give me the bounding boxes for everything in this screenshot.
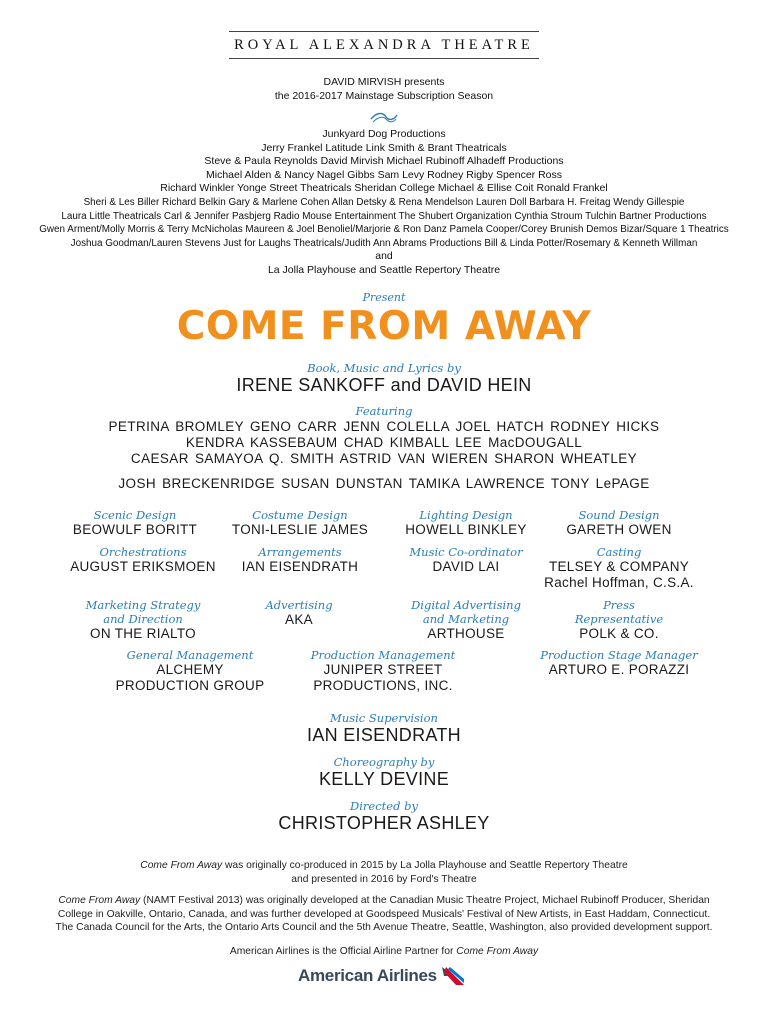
wave-ornament-icon [369,110,399,124]
producer-line: and [375,250,393,263]
credit-value: ON THE RIALTO [90,626,196,641]
credit-value-2: Rachel Hoffman, C.S.A. [544,575,694,590]
credit-label: Music Co-ordinator [409,545,523,559]
credit-value-2: PRODUCTION GROUP [115,678,265,693]
credit-value: ARTHOUSE [427,626,505,641]
music-supervision-value: IAN EISENDRATH [307,725,461,745]
credit-label: Lighting Design [419,508,513,522]
credit-sound [524,508,714,538]
presenter-line: DAVID MIRVISH presents [323,76,445,88]
coproduced-text: was originally co-produced in 2015 by La Jolla Playhouse and Seattle Repertory Theatre [222,860,628,871]
cast-row: CAESAR SAMAYOA Q. SMITH ASTRID VAN WIEREN SHARON WHEATLEY [130,451,638,466]
show-title-italic: Come From Away [58,895,141,906]
choreography-value: KELLY DEVINE [319,769,449,789]
credit-label-2: and Direction [103,612,183,626]
cast-row: JOSH BRECKENRIDGE SUSAN DUNSTAN TAMIKA LAWRENCE TONY LePAGE [118,476,650,491]
credit-value: HOWELL BINKLEY [405,522,527,537]
credit-value: ARTURO E. PORAZZI [548,662,690,677]
credit-label: Marketing Strategy [85,598,201,612]
producer-line: La Jolla Playhouse and Seattle Repertory Theatre [267,263,501,276]
credit-label: Scenic Design [93,508,177,522]
airline-logo-text: American Airlines [298,966,437,985]
credit-label: Sound Design [578,508,660,522]
credit-value-2: PRODUCTIONS, INC. [313,678,453,693]
credit-press [519,598,719,642]
direction-value: CHRISTOPHER ASHLEY [278,813,490,833]
cast-row: KENDRA KASSEBAUM CHAD KIMBALL LEE MacDOUGALL [185,435,583,450]
credit-label: Production Management [310,648,456,662]
writers: IRENE SANKOFF and DAVID HEIN [236,375,532,395]
credit-label-2: and Marketing [422,612,510,626]
credit-label: Production Stage Manager [540,648,698,662]
theatre-name: ROYAL ALEXANDRA THEATRE [234,37,534,53]
producer-line: Joshua Goodman/Lauren Stevens Just for Laughs Theatricals/Judith Ann Abrams Productions Bill & Linda Potter/Rosemary & Kenneth Willman [70,237,698,249]
book-label: Book, Music and Lyrics by [307,361,461,375]
credit-label-2: Representative [574,612,664,626]
credit-stage-manager [519,648,719,678]
airline-note [0,945,768,959]
credit-value: ALCHEMY [156,662,224,677]
credit-label: Orchestrations [99,545,187,559]
credit-label: Advertising [265,598,333,612]
credit-label: Costume Design [252,508,348,522]
bottom-rule [229,58,539,59]
producer-line: Junkyard Dog Productions [322,128,446,140]
credit-value: AUGUST ERIKSMOEN [70,559,216,574]
credit-general-management [90,648,290,694]
credit-value: DAVID LAI [432,559,500,574]
credit-value: TONI-LESLIE JAMES [231,522,369,537]
credit-label: Press [603,598,635,612]
show-title-italic: Come From Away [456,946,539,957]
credit-label: Arrangements [258,545,342,559]
development-line [0,894,768,908]
credit-value: JUNIPER STREET [323,662,443,677]
development-line-2: College in Oakville, Ontario, Canada, and was further developed at Goodspeed Musicals' Festival of New Artists, in East Haddam, Connecticut. [57,908,711,920]
direction-label: Directed by [350,799,418,813]
credit-value: GARETH OWEN [566,522,672,537]
credit-casting [519,545,719,591]
development-text: (NAMT Festival 2013) was originally developed at the Canadian Music Theatre Project, Michael Rubinoff Producer, Sheridan [140,895,710,906]
presenter-block [0,76,768,103]
credit-value: AKA [285,612,313,627]
producer-line: Michael Alden & Nancy Nagel Gibbs Sam Levy Rodney Rigby Spencer Ross [205,168,562,181]
development-line-3: The Canada Council for the Arts, the Ontario Arts Council and the 5th Avenue Theatre, Seattle, Washington, also provided development support. [55,922,713,933]
coproduced-note [0,859,768,886]
credit-value: IAN EISENDRATH [241,559,359,574]
producer-line: Laura Little Theatricals Carl & Jennifer Pasbjerg Radio Mouse Entertainment The Shubert Organization Cynthia Stroum Tulchin Bartner Productions [61,210,707,222]
choreography-label: Choreography by [333,755,435,769]
credit-label: Digital Advertising [411,598,521,612]
producer-line: Steve & Paula Reynolds David Mirvish Michael Rubinoff Alhadeff Productions [204,155,564,168]
show-title: COME FROM AWAY [176,304,592,349]
show-title-italic: Come From Away [140,860,223,871]
credit-value: POLK & CO. [579,626,659,641]
music-supervision-label: Music Supervision [330,711,438,725]
featuring-label: Featuring [355,404,413,418]
flight-symbol-icon [440,963,466,989]
american-airlines-logo [298,966,437,986]
producer-line: Richard Winkler Yonge Street Theatricals Sheridan College Michael & Ellise Coit Ronald Frankel [160,182,608,195]
development-note [0,894,768,935]
producer-line: Jerry Frankel Latitude Link Smith & Brant Theatricals [261,141,507,154]
season-line: the 2016-2017 Mainstage Subscription Season [274,89,494,102]
credit-label: General Management [126,648,254,662]
producer-line: Sheri & Les Biller Richard Belkin Gary & Marlene Cohen Allan Detsky & Rena Mendelson Lauren Doll Barbara H. Freitag Wendy Gillespie [83,196,685,208]
credit-label: Casting [596,545,642,559]
credit-production-management [283,648,483,694]
cast-row: PETRINA BROMLEY GENO CARR JENN COLELLA JOEL HATCH RODNEY HICKS [108,419,660,434]
producer-line: Gwen Arment/Molly Morris & Terry McNicholas Maureen & Joel Benoliel/Marjorie & Ron Danz Pamela Cooper/Corey Brunish Demos Bizar/Square 1 Theatrics [39,224,729,236]
top-rule [229,31,539,32]
coproduced-line [0,859,768,873]
credit-value: BEOWULF BORITT [72,522,198,537]
credit-value: TELSEY & COMPANY [548,559,690,574]
present-label: Present [362,291,406,304]
producers-list [0,128,768,278]
coproduced-line-2: and presented in 2016 by Ford's Theatre [291,873,477,885]
airline-text: American Airlines is the Official Airline Partner for [229,946,457,957]
